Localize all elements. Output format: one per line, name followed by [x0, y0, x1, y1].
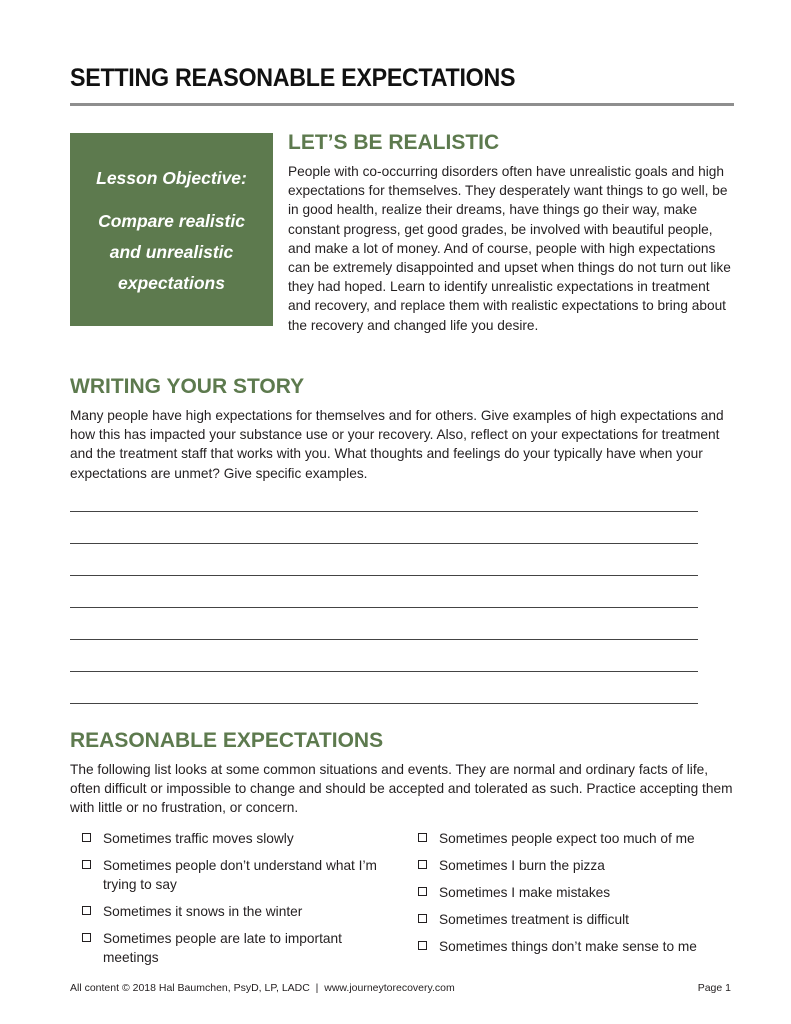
- checklist-item-label: Sometimes people don’t understand what I’m trying to say: [103, 858, 377, 892]
- checklist-left: [70, 829, 390, 967]
- footer-credit: All content © 2018 Hal Baumchen, PsyD, LP, LADC | www.journeytorecovery.com: [70, 982, 455, 994]
- page-number: Page 1: [697, 982, 731, 994]
- checklist-item: [406, 829, 736, 848]
- checklist-item-label: Sometimes traffic moves slowly: [103, 831, 294, 846]
- title-divider: [70, 103, 734, 106]
- writing-line[interactable]: [70, 671, 698, 672]
- writing-line[interactable]: [70, 543, 698, 544]
- reasonable-paragraph: The following list looks at some common situations and events. They are normal and ordinary facts of life, often difficult or impossible to change and should be accepted and tolerated as such. Practice accepting them with little or no frustration, or concern.: [70, 762, 733, 816]
- writing-line[interactable]: [70, 639, 698, 640]
- checkbox[interactable]: [418, 941, 427, 950]
- checklist-item-label: Sometimes people expect too much of me: [439, 831, 695, 846]
- checklist-item: [406, 937, 736, 956]
- checklist-item: [406, 910, 736, 929]
- story-paragraph: Many people have high expectations for themselves and for others. Give examples of high expectations and how this has impacted your substance use or your recovery. Also, reflect on your expectations for treatment and the treatment staff that works with you. What thoughts and feelings do your typically have when your expectations are unmet? Give specific examples.: [70, 408, 724, 481]
- checklist-item: [70, 902, 390, 921]
- checklist-item-label: Sometimes it snows in the winter: [103, 904, 303, 919]
- checklist-item: [70, 829, 390, 848]
- reasonable-heading: REASONABLE EXPECTATIONS: [70, 729, 384, 752]
- checklist-item-label: Sometimes treatment is difficult: [439, 912, 629, 927]
- objective-text: Compare realistic and unrealistic expectations: [98, 211, 245, 293]
- checklist-item-label: Sometimes things don’t make sense to me: [439, 939, 697, 954]
- realistic-paragraph: People with co-occurring disorders often have unrealistic goals and high expectations for themselves. They desperately want things to go well, be in good health, realize their dreams, have things go their way, make constant progress, get good grades, be involved with beautiful people, and make a lot of money. And of course, people with high expectations can be extremely disappointed and upset when things do not turn out like they had hoped. Learn to identify unrealistic expectations in treatment and recovery, and replace them with realistic expectations to bring about the recovery and changed life you desire.: [288, 164, 731, 333]
- checklist-right: [406, 829, 736, 956]
- writing-line[interactable]: [70, 703, 698, 704]
- story-heading: WRITING YOUR STORY: [70, 375, 305, 398]
- lesson-objective-box: [70, 133, 273, 326]
- checkbox[interactable]: [82, 933, 91, 942]
- checklist-item-label: Sometimes I make mistakes: [439, 885, 611, 900]
- objective-label: Lesson Objective:: [96, 168, 247, 188]
- checklist-item: [406, 883, 736, 902]
- checkbox[interactable]: [418, 887, 427, 896]
- checklist-item: [70, 856, 390, 894]
- checkbox[interactable]: [82, 860, 91, 869]
- writing-line[interactable]: [70, 575, 698, 576]
- page-title: SETTING REASONABLE EXPECTATIONS: [70, 64, 516, 92]
- writing-line[interactable]: [70, 607, 698, 608]
- checklist-item: [70, 929, 390, 967]
- checkbox[interactable]: [418, 833, 427, 842]
- checkbox[interactable]: [82, 906, 91, 915]
- realistic-heading: LET’S BE REALISTIC: [288, 131, 500, 154]
- checkbox[interactable]: [418, 860, 427, 869]
- checkbox[interactable]: [418, 914, 427, 923]
- checklist-item-label: Sometimes I burn the pizza: [439, 858, 605, 873]
- writing-line[interactable]: [70, 511, 698, 512]
- checkbox[interactable]: [82, 833, 91, 842]
- checklist-item: [406, 856, 736, 875]
- checklist-item-label: Sometimes people are late to important meetings: [103, 931, 342, 965]
